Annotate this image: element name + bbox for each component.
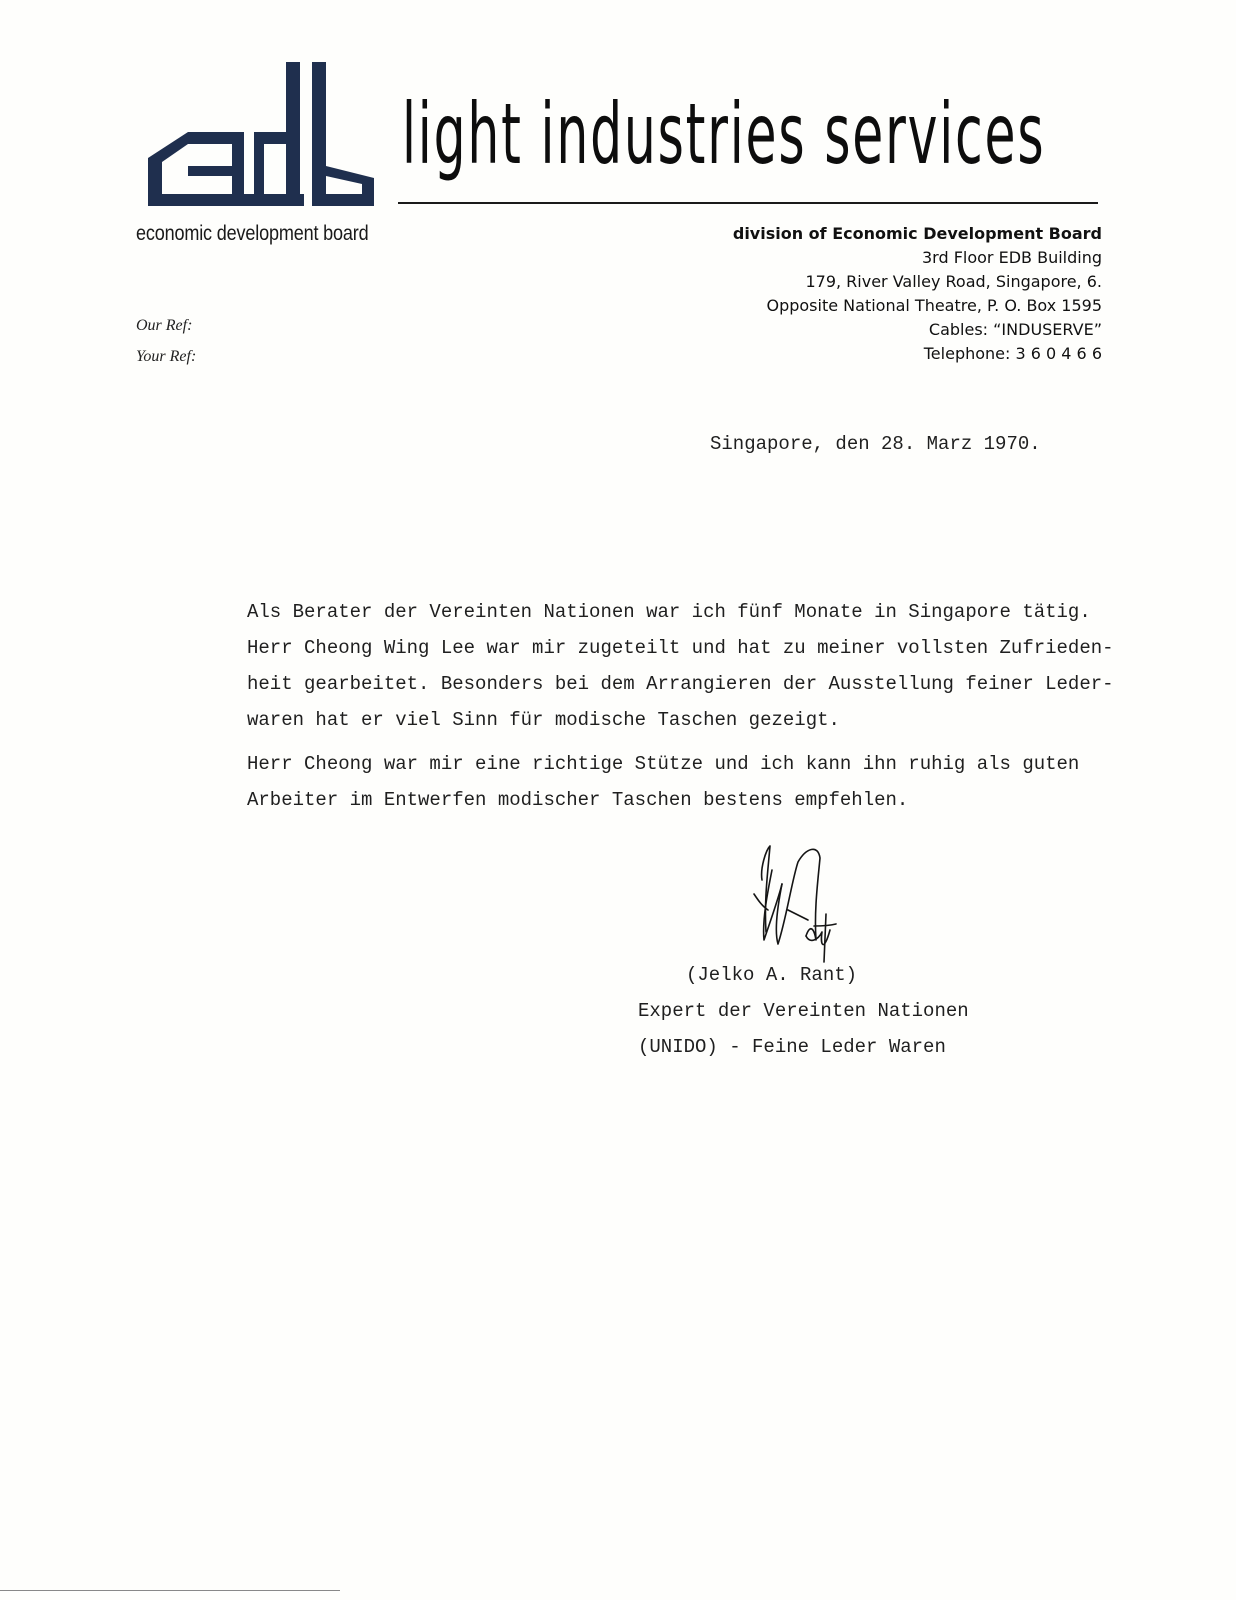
body-line: waren hat er viel Sinn für modische Taschen gezeigt. bbox=[247, 709, 840, 731]
signer-name: (Jelko A. Rant) bbox=[686, 964, 858, 986]
letter-date: Singapore, den 28. Marz 1970. bbox=[710, 433, 1041, 455]
handwritten-signature bbox=[748, 840, 838, 970]
cables-line: Cables: “INDUSERVE” bbox=[928, 320, 1102, 339]
body-line: Herr Cheong war mir eine richtige Stütze und ich kann ihn ruhig als guten bbox=[247, 753, 1080, 775]
address-line: Opposite National Theatre, P. O. Box 1595 bbox=[766, 296, 1102, 315]
address-block bbox=[733, 222, 1102, 366]
your-ref-label: Your Ref: bbox=[136, 348, 197, 365]
edb-logo bbox=[148, 62, 374, 212]
address-line: 179, River Valley Road, Singapore, 6. bbox=[805, 272, 1102, 291]
body-line: Als Berater der Vereinten Nationen war ich fünf Monate in Singapore tätig. bbox=[247, 601, 1091, 623]
division-line: division of Economic Development Board bbox=[732, 224, 1102, 243]
board-name: economic development board bbox=[136, 222, 369, 245]
letter-body bbox=[247, 594, 1167, 818]
body-line: Arbeiter im Entwerfen modischer Taschen bestens empfehlen. bbox=[247, 789, 909, 811]
body-line: heit gearbeitet. Besonders bei dem Arrangieren der Ausstellung feiner Leder- bbox=[247, 673, 1114, 695]
signer-block bbox=[638, 957, 969, 1065]
signer-title: Expert der Vereinten Nationen bbox=[638, 1000, 969, 1022]
header-divider bbox=[398, 202, 1098, 204]
scan-edge-line bbox=[0, 1590, 340, 1591]
telephone-line: Telephone: 3 6 0 4 6 6 bbox=[923, 344, 1102, 363]
body-line: Herr Cheong Wing Lee war mir zugeteilt und hat zu meiner vollsten Zufrieden- bbox=[247, 637, 1114, 659]
address-line: 3rd Floor EDB Building bbox=[921, 248, 1102, 267]
signer-organization: (UNIDO) - Feine Leder Waren bbox=[638, 1036, 946, 1058]
our-ref-label: Our Ref: bbox=[136, 317, 193, 334]
letterhead-title: light industries services bbox=[402, 85, 1046, 183]
reference-block bbox=[136, 310, 196, 372]
